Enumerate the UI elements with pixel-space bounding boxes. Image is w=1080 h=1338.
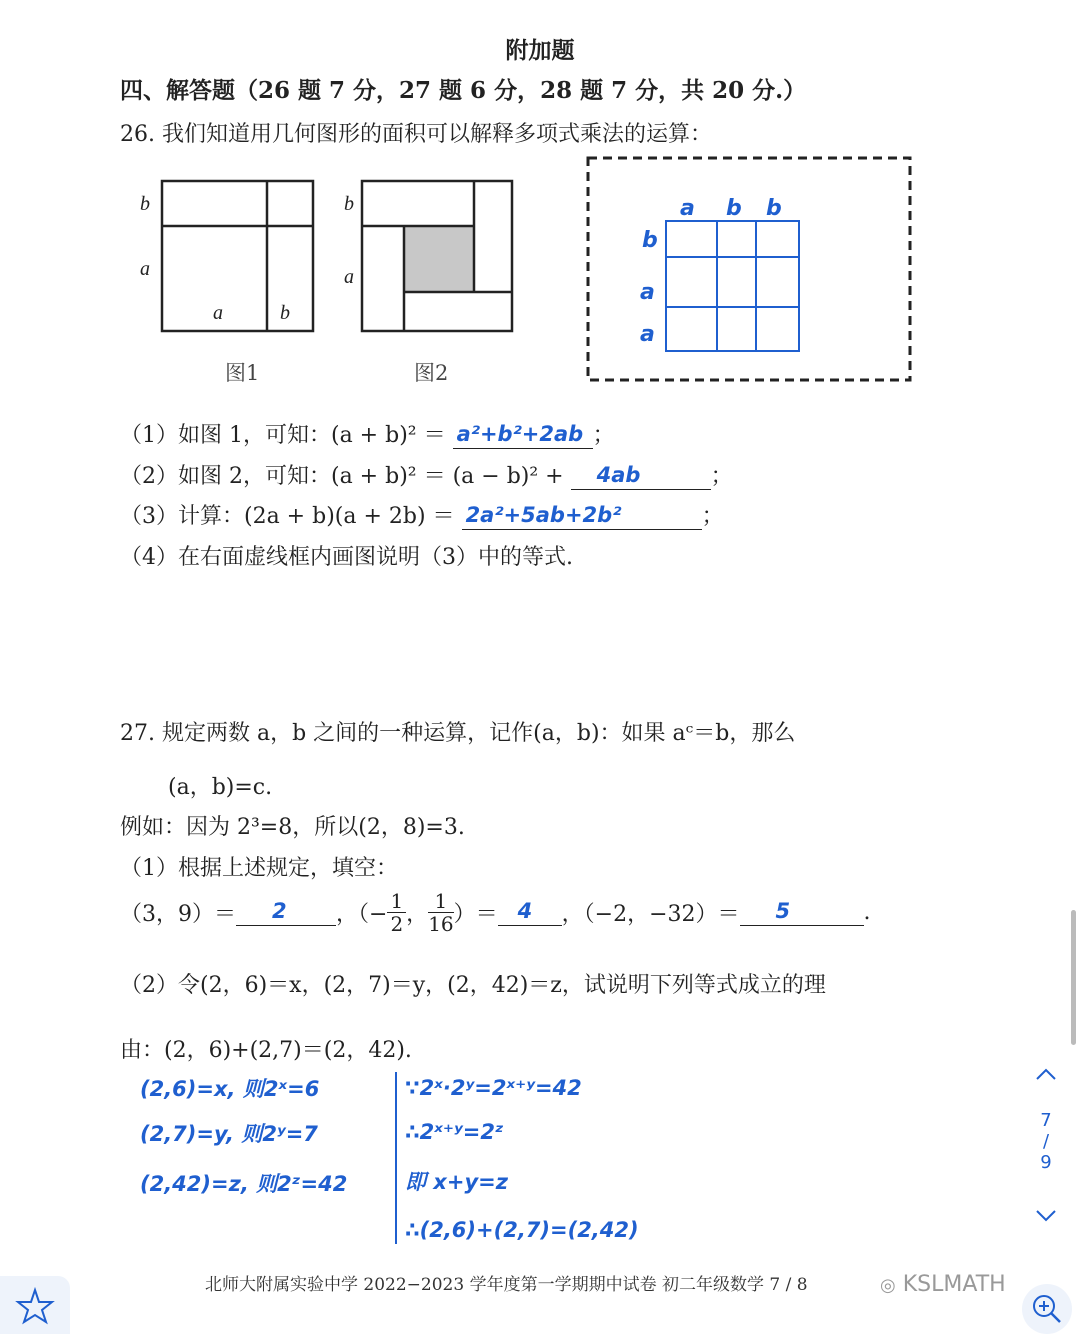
q26-stem: 26. 我们知道用几何图形的面积可以解释多项式乘法的运算：: [120, 122, 712, 147]
q26-part3-blank[interactable]: [462, 503, 702, 530]
q26-part1: [120, 418, 615, 449]
q26-part2-end: ；: [710, 464, 733, 489]
q27-p1-c-answer: 5: [775, 899, 791, 923]
q27-p1-a-blank[interactable]: [236, 899, 336, 926]
hw-divider: [395, 1072, 397, 1244]
grid-col-label-3: b: [766, 196, 782, 221]
dashed-drawing-box: [585, 155, 915, 385]
page-sep: /: [1042, 1131, 1050, 1152]
q26-part3: [120, 499, 724, 530]
fraction-sixteenth: $\frac{1}{16}$: [428, 889, 454, 936]
page-current: 7: [1040, 1110, 1052, 1131]
fig2-label-b: b: [344, 193, 354, 215]
q27-p1-end: .: [863, 900, 871, 925]
page-total: 9: [1040, 1152, 1052, 1173]
hw-left-3: (2,42)=z, 则2ᶻ=42: [140, 1172, 348, 1196]
fig2-shaded-square: [404, 226, 474, 292]
section-heading: 四、解答题（26 题 7 分，27 题 6 分，28 题 7 分，共 20 分.）: [120, 77, 807, 104]
star-icon: [0, 1276, 70, 1334]
hw-right-4: ∴(2,6)+(2,7)=(2,42): [405, 1218, 639, 1242]
scrollbar-thumb[interactable]: [1071, 910, 1076, 1045]
q26-part3-end: ；: [701, 504, 724, 529]
fig1-caption: 图1: [225, 361, 260, 385]
figure-2: [340, 170, 530, 345]
chevron-up-icon[interactable]: [1034, 1066, 1058, 1082]
page-title: 附加题: [505, 37, 575, 64]
q26-part1-blank[interactable]: [453, 422, 593, 449]
q27-stem: 27. 规定两数 a，b 之间的一种运算，记作(a，b)：如果 aᶜ＝b，那么: [120, 721, 796, 746]
q27-part1-intro: （1）根据上述规定，填空：: [120, 856, 398, 881]
q27-p1-b-close: ）＝: [453, 902, 498, 927]
fig1-label-a: a: [140, 258, 150, 280]
q27-p1-a-answer: 2: [272, 899, 287, 923]
fig1-label-bottom-a: a: [213, 302, 223, 324]
q26-part4: （4）在右面虚线框内画图说明（3）中的等式.: [120, 545, 573, 570]
figure-1: [135, 170, 335, 345]
q27-p1-b-blank[interactable]: [498, 899, 562, 926]
q26-part1-answer: a²+b²+2ab: [456, 422, 584, 446]
q27-stem-cont: (a，b)=c.: [168, 775, 273, 800]
q27-p1-a-prefix: （3，9）＝: [120, 902, 236, 927]
fig2-caption: 图2: [414, 361, 449, 385]
q27-part2: （2）令(2，6)＝x，(2，7)＝y，(2，42)＝z，试说明下列等式成立的理: [120, 973, 826, 998]
watermark: [880, 1272, 1006, 1297]
wechat-icon: ◎: [880, 1275, 896, 1296]
hw-right-1: ∵2ˣ·2ʸ=2ˣ⁺ʸ=42: [405, 1076, 582, 1100]
fig1-label-b: b: [140, 193, 150, 215]
page-footer: 北师大附属实验中学 2022−2023 学年度第一学期期中试卷 初二年级数学 7 / 8: [205, 1275, 808, 1295]
favorite-button[interactable]: [0, 1276, 70, 1334]
grid-row-label-3: a: [640, 322, 655, 347]
zoom-in-button[interactable]: [1022, 1284, 1072, 1334]
fraction-half: $\frac{1}{2}$: [387, 890, 406, 935]
q27-p1-b-answer: 4: [517, 899, 533, 923]
hw-right-3: 即 x+y=z: [405, 1170, 508, 1194]
q27-p1-c-blank[interactable]: [740, 899, 864, 926]
q26-part3-text: （3）计算：(2a + b)(a + 2b) ＝: [120, 504, 455, 529]
grid-col-label-2: b: [726, 196, 742, 221]
fig2-label-a: a: [344, 266, 354, 288]
fig1-outer: [162, 181, 313, 331]
q26-part3-answer: 2a²+5ab+2b²: [465, 503, 622, 527]
q27-p1-c-prefix: ，（−2，−32）＝: [561, 902, 740, 927]
chevron-down-icon[interactable]: [1034, 1208, 1058, 1224]
hw-left-1: (2,6)=x, 则2ˣ=6: [140, 1077, 320, 1101]
hw-right-2: ∴2ˣ⁺ʸ=2ᶻ: [405, 1120, 504, 1144]
q26-part2-blank[interactable]: [571, 463, 711, 490]
grid-row-label-1: b: [642, 228, 658, 253]
q27-part2-cont: 由：(2，6)+(2,7)＝(2，42).: [120, 1038, 412, 1063]
fig1-label-bottom-b: b: [280, 302, 290, 324]
zoom-in-icon: [1022, 1284, 1072, 1334]
hw-left-2: (2,7)=y, 则2ʸ=7: [140, 1122, 318, 1146]
q26-part2-answer: 4ab: [596, 463, 641, 487]
watermark-text: KSLMATH: [902, 1272, 1006, 1297]
page-indicator: [1034, 1110, 1058, 1173]
grid-col-label-1: a: [680, 196, 695, 221]
q27-p1-b-prefix: ，（−: [336, 902, 388, 927]
q27-p1-b-sep: ，: [406, 902, 429, 927]
q26-part2-text: （2）如图 2，可知：(a + b)² ＝ (a − b)² +: [120, 464, 564, 489]
grid-row-label-2: a: [640, 280, 655, 305]
q26-part1-end: ；: [592, 423, 615, 448]
q27-part1-fill: [120, 890, 871, 935]
q26-part2: [120, 459, 733, 490]
q27-example: 例如：因为 2³=8，所以(2，8)=3.: [120, 815, 465, 840]
handwritten-grid: [666, 221, 799, 351]
q26-part1-text: （1）如图 1，可知：(a + b)² ＝: [120, 423, 446, 448]
